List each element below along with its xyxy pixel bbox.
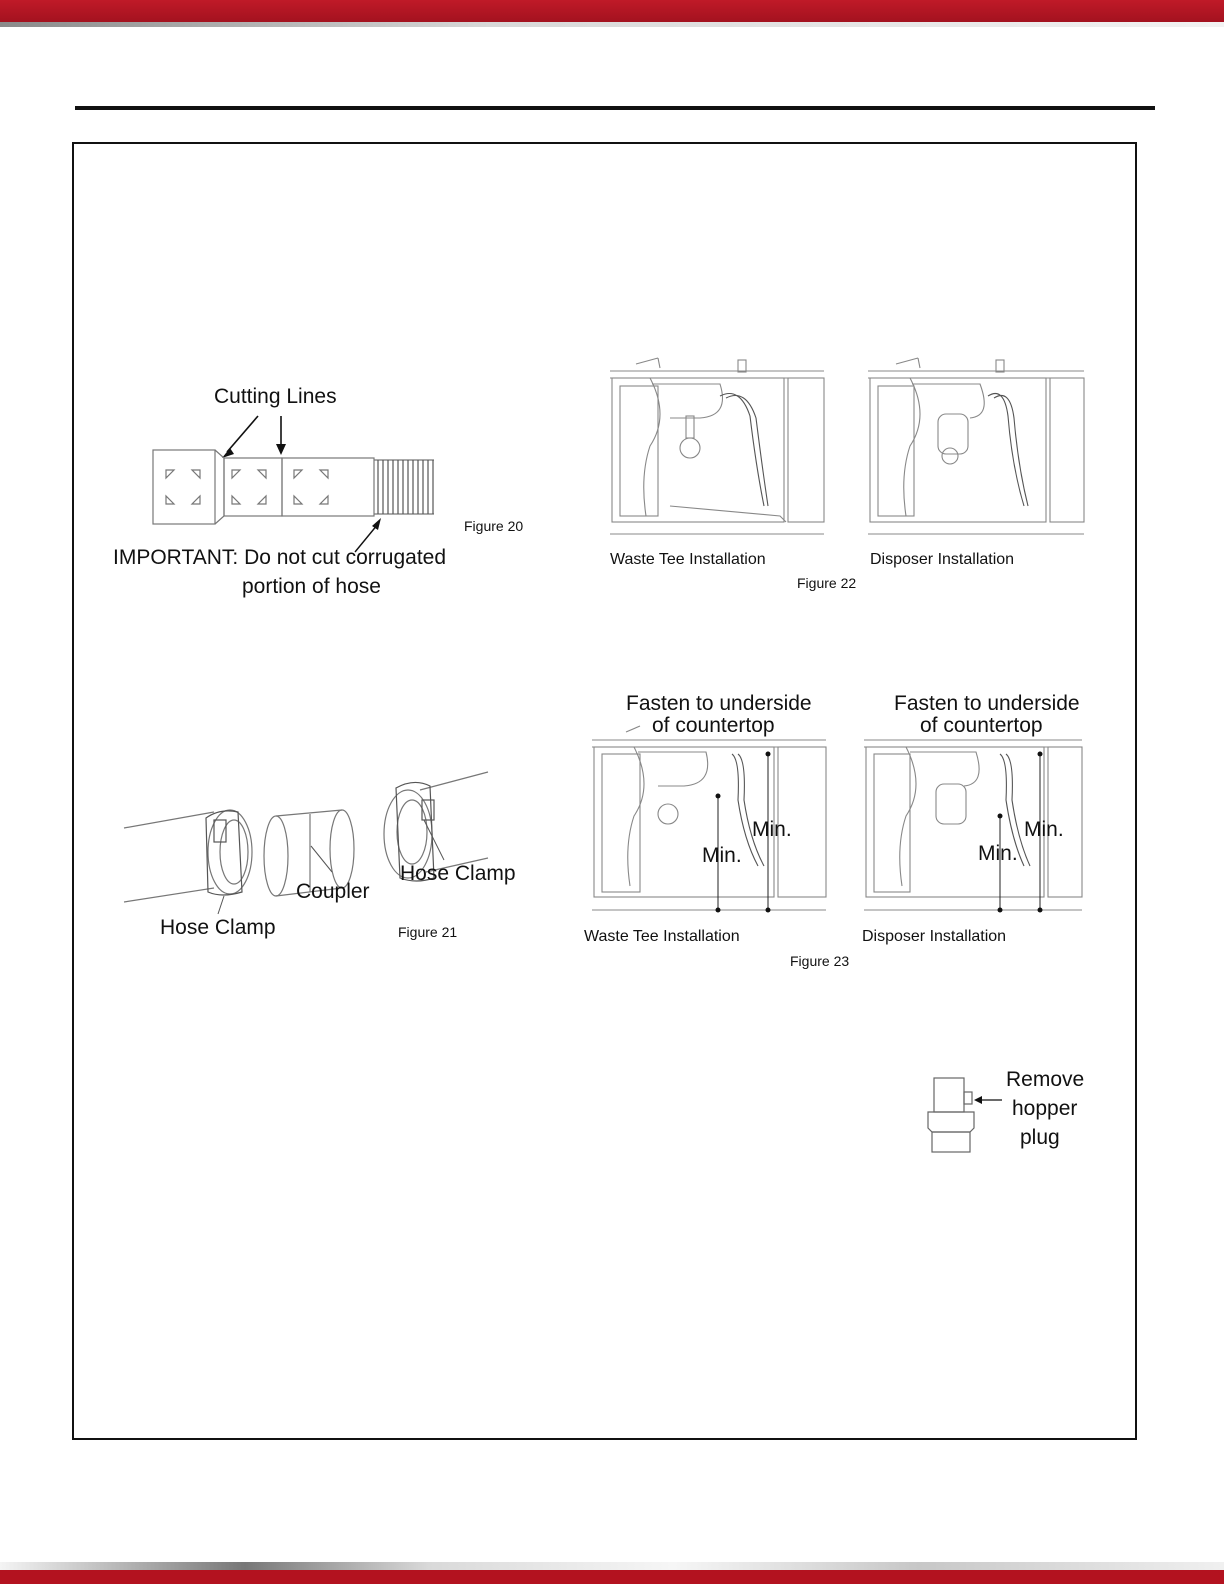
hopper-text-3: plug — [1020, 1126, 1060, 1149]
figure-21-caption: Figure 21 — [398, 924, 458, 940]
fig23-min-left-b: Min. — [702, 844, 742, 867]
fig23-waste-tee-label: Waste Tee Installation — [584, 928, 740, 945]
cutting-lines-label: Cutting Lines — [214, 385, 337, 408]
installation-diagrams-fig22 — [600, 356, 1100, 556]
hose-clamp-left-label: Hose Clamp — [160, 916, 276, 939]
fig22-waste-tee-label: Waste Tee Installation — [610, 551, 766, 568]
coupler-label: Coupler — [296, 880, 370, 903]
fig23-fasten-right: Fasten to underside — [894, 692, 1080, 715]
important-note-line2: portion of hose — [242, 575, 381, 598]
bottom-brand-bar — [0, 1570, 1224, 1584]
fig23-disposer-label: Disposer Installation — [862, 928, 1007, 945]
installation-diagrams-fig23 — [580, 690, 1100, 930]
fig23-min-right-b: Min. — [978, 842, 1018, 865]
fig23-min-left-a: Min. — [752, 818, 792, 841]
figure-22-caption: Figure 22 — [797, 575, 857, 591]
figure-23 — [580, 690, 1100, 990]
fig23-fasten-right-line2: of countertop — [920, 714, 1043, 737]
hose-clamp-right-label: Hose Clamp — [400, 862, 516, 885]
fig23-fasten-left-line2: of countertop — [652, 714, 775, 737]
figure-20-caption: Figure 20 — [464, 518, 524, 534]
top-brand-bar — [0, 0, 1224, 22]
figure-23-caption: Figure 23 — [790, 953, 850, 969]
fig23-fasten-left: Fasten to underside — [626, 692, 812, 715]
bottom-bar-shadow — [0, 1562, 1224, 1570]
hopper-text-1: Remove — [1006, 1068, 1085, 1091]
header-rule — [75, 106, 1155, 110]
fig23-min-right-a: Min. — [1024, 818, 1064, 841]
hopper-plug-figure — [920, 1068, 1100, 1168]
important-note: IMPORTANT: Do not cut corrugated — [113, 546, 447, 569]
figure-22 — [600, 356, 1100, 606]
figure-21 — [110, 760, 550, 960]
fig22-disposer-label: Disposer Installation — [870, 551, 1015, 568]
figure-20 — [110, 380, 550, 610]
top-bar-shadow — [0, 22, 1224, 27]
hopper-text-2: hopper — [1012, 1097, 1078, 1120]
